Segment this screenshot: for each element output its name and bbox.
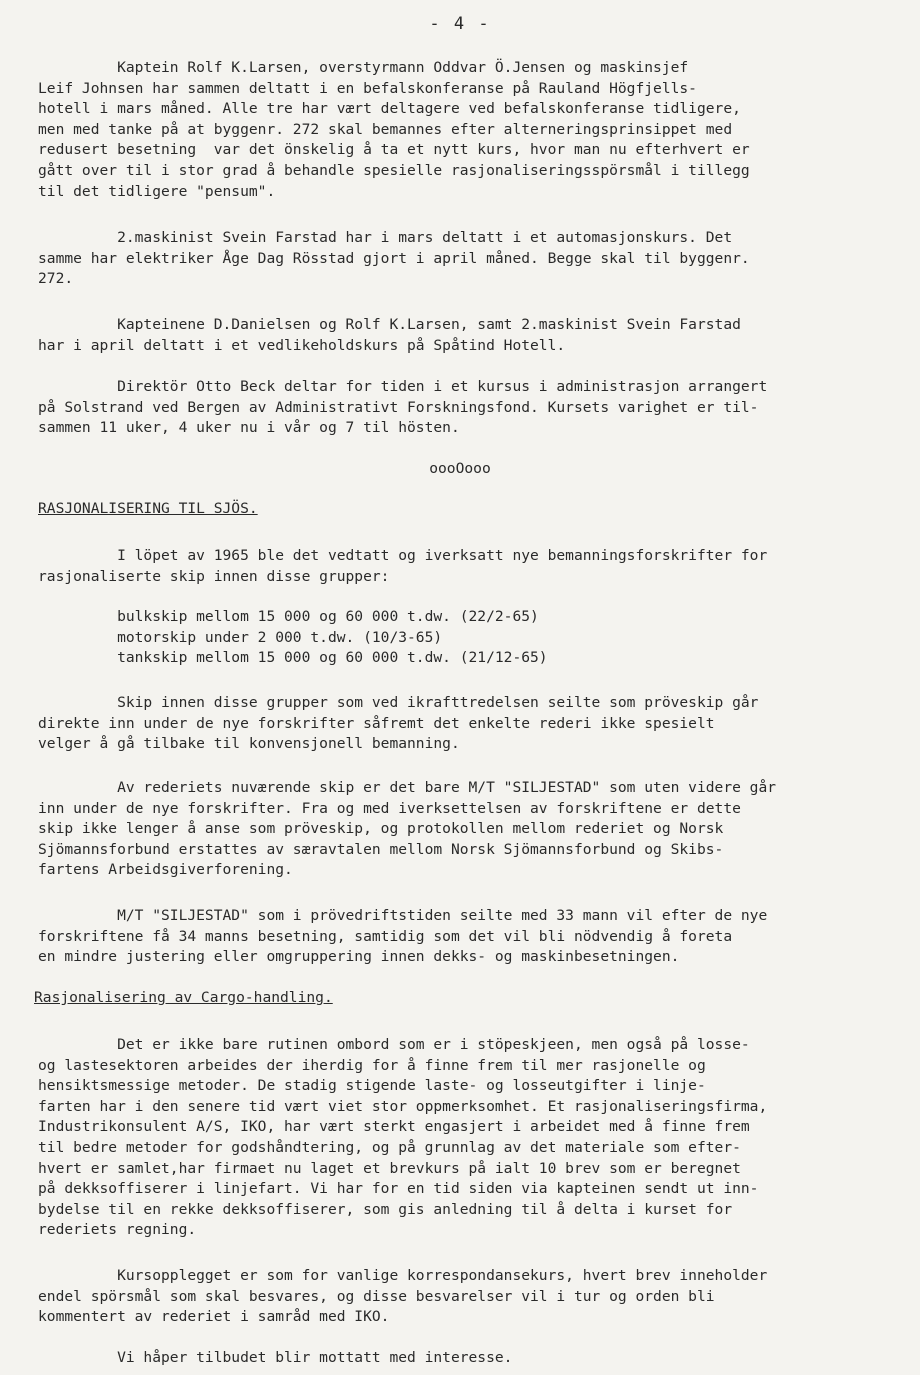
paragraph-siljestad-crew — [38, 906, 908, 968]
text-line: Vi håper tilbudet blir mottatt med interesse. — [38, 1349, 513, 1366]
text-line: hotell i mars måned. Alle tre har vært deltagere ved befalskonferanse tidligere, — [38, 100, 741, 118]
separator: oooOooo — [429, 460, 491, 477]
text-line: sammen 11 uker, 4 uker nu i vår og 7 til hösten. — [38, 419, 460, 437]
text-line: rasjonaliserte skip innen disse grupper: — [38, 567, 390, 585]
page-number: - 4 - — [429, 14, 491, 34]
text-line: tankskip mellom 15 000 og 60 000 t.dw. (21/12-65) — [38, 649, 548, 667]
text-line: bulkskip mellom 15 000 og 60 000 t.dw. (22/2-65) — [38, 608, 539, 625]
text-line: Leif Johnsen har sammen deltatt i en befalskonferanse på Rauland Högfjells- — [38, 79, 697, 97]
text-line: fartens Arbeidsgiverforening. — [38, 861, 293, 879]
paragraph-course-layout — [38, 1266, 908, 1328]
paragraph-maintenance-course — [38, 315, 908, 356]
text-line: Industrikonsulent A/S, IKO, har vært sterkt engasjert i arbeidet med å finne frem — [38, 1118, 750, 1136]
paragraph-automation-course — [38, 228, 908, 290]
text-line: inn under de nye forskrifter. Fra og med iverksettelsen av forskriftene er dette — [38, 799, 741, 817]
text-line: hvert er samlet,har firmaet nu laget et brevkurs på ialt 10 brev som er beregnet — [38, 1159, 741, 1177]
ship-group-list — [38, 607, 908, 669]
text-line: bydelse til en rekke dekksoffiserer, som gis anledning til å delta i kurset for — [38, 1200, 733, 1218]
paragraph-siljestad — [38, 778, 908, 881]
text-line: Kaptein Rolf K.Larsen, overstyrmann Oddvar Ö.Jensen og maskinsjef — [38, 59, 689, 76]
text-line: I löpet av 1965 ble det vedtatt og iverksatt nye bemanningsforskrifter for — [38, 547, 768, 564]
text-line: har i april deltatt i et vedlikeholdskurs på Spåtind Hotell. — [38, 336, 566, 354]
paragraph-closing — [38, 1348, 908, 1369]
text-line: gått over til i stor grad å behandle spesielle rasjonaliseringsspörsmål i tillegg — [38, 161, 750, 179]
text-line: Kursopplegget er som for vanlige korrespondansekurs, hvert brev inneholder — [38, 1267, 768, 1284]
text-line: Det er ikke bare rutinen ombord som er i stöpeskjeen, men også på losse- — [38, 1036, 750, 1053]
heading-cargo-handling: Rasjonalisering av Cargo-handling. — [34, 989, 333, 1006]
text-line: til det tidligere "pensum". — [38, 182, 276, 200]
text-line: direkte inn under de nye forskrifter såfremt det enkelte rederi ikke spesielt — [38, 714, 715, 732]
text-line: M/T "SILJESTAD" som i prövedriftstiden seilte med 33 mann vil efter de nye — [38, 907, 768, 924]
text-line: velger å gå tilbake til konvensjonell bemanning. — [38, 735, 460, 753]
text-line: til bedre metoder for godshåndtering, og på grunnlag av det materiale som efter- — [38, 1138, 741, 1156]
text-line: skip ikke lenger å anse som pröveskip, og protokollen mellom rederiet og Norsk — [38, 820, 724, 838]
text-line: Av rederiets nuværende skip er det bare M/T "SILJESTAD" som uten videre går — [38, 779, 777, 796]
text-line: på Solstrand ved Bergen av Administrativt Forskningsfond. Kursets varighet er til- — [38, 398, 759, 416]
heading-rationalization-at-sea: RASJONALISERING TIL SJÖS. — [38, 500, 258, 517]
text-line: men med tanke på at byggenr. 272 skal bemannes efter alterneringsprinsippet med — [38, 120, 733, 138]
text-line: 2.maskinist Svein Farstad har i mars deltatt i et automasjonskurs. Det — [38, 229, 733, 246]
text-line: og lastesektoren arbeides der iherdig for å finne frem til mer rasjonelle og — [38, 1056, 706, 1074]
paragraph-administration-course — [38, 377, 908, 439]
text-line: samme har elektriker Åge Dag Rösstad gjort i april måned. Begge skal til byggenr. — [38, 249, 750, 267]
text-line: Kapteinene D.Danielsen og Rolf K.Larsen, samt 2.maskinist Svein Farstad — [38, 316, 741, 333]
paragraph-courses-larsen — [38, 58, 908, 202]
paragraph-trial-ships — [38, 693, 908, 755]
text-line: farten har i den senere tid vært viet stor oppmerksomhet. Et rasjonaliseringsfirma, — [38, 1097, 768, 1115]
paragraph-manning-regulations — [38, 546, 908, 587]
text-line: kommentert av rederiet i samråd med IKO. — [38, 1308, 390, 1326]
paragraph-cargo-rationalization — [38, 1035, 908, 1241]
text-line: forskriftene få 34 manns besetning, samtidig som det vil bli nödvendig å foreta — [38, 927, 733, 945]
text-line: på dekksoffiserer i linjefart. Vi har for en tid siden via kapteinen sendt ut inn- — [38, 1180, 759, 1198]
text-line: motorskip under 2 000 t.dw. (10/3-65) — [38, 628, 443, 646]
text-line: hensiktsmessige metoder. De stadig stigende laste- og losseutgifter i linje- — [38, 1077, 706, 1095]
text-line: 272. — [38, 270, 74, 288]
text-line: en mindre justering eller omgruppering innen dekks- og maskinbesetningen. — [38, 948, 680, 966]
text-line: endel spörsmål som skal besvares, og disse besvarelser vil i tur og orden bli — [38, 1287, 715, 1305]
text-line: redusert besetning var det önskelig å ta et nytt kurs, hvor man nu efterhvert er — [38, 141, 750, 159]
text-line: Direktör Otto Beck deltar for tiden i et kursus i administrasjon arrangert — [38, 378, 768, 395]
text-line: Sjömannsforbund erstattes av særavtalen mellom Norsk Sjömannsforbund og Skibs- — [38, 840, 724, 858]
text-line: rederiets regning. — [38, 1221, 197, 1239]
text-line: Skip innen disse grupper som ved ikrafttredelsen seilte som pröveskip går — [38, 694, 759, 711]
